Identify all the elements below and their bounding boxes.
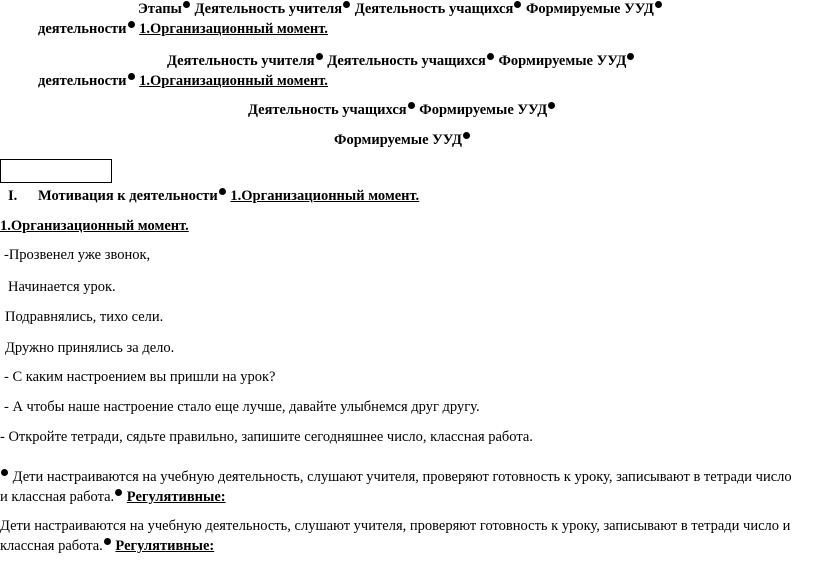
bullet-icon: [463, 132, 470, 139]
teacher-line: - Откройте тетради, сядьте правильно, запишите сегодняшнее число, классная работа.: [0, 429, 533, 445]
bullet-icon: [115, 489, 122, 496]
header-students: Деятельность учащихся: [327, 53, 486, 69]
bullet-icon: [487, 53, 494, 60]
header-uud: Формируемые УУД: [525, 1, 654, 17]
bullet-icon: [627, 53, 634, 60]
uud-label: Регулятивные:: [126, 489, 226, 505]
header-teacher: Деятельность учителя: [167, 53, 315, 69]
header-students: Деятельность учащихся: [354, 1, 514, 17]
bullet-icon: [104, 538, 111, 545]
bullet-icon: [128, 73, 135, 80]
teacher-line: - А чтобы наше настроение стало еще лучше, давайте улыбнемся друг другу.: [4, 399, 480, 415]
header-uud: Формируемые УУД: [334, 132, 462, 148]
stage-motivation: Мотивация к деятельности: [38, 188, 218, 204]
bullet-icon: [183, 1, 190, 8]
bullet-icon: [316, 53, 323, 60]
teacher-line: Подравнялись, тихо сели.: [5, 309, 164, 325]
bullet-icon: [343, 1, 350, 8]
teacher-line: -Прозвенел уже звонок,: [4, 247, 151, 263]
students-text: классная работа.: [0, 538, 103, 554]
header-teacher: Деятельность учителя: [194, 1, 343, 17]
section-heading: 1.Организационный момент.: [0, 218, 189, 234]
header-stages: Этапы: [138, 1, 182, 17]
header-row-4: [334, 131, 471, 149]
bullet-icon: [219, 188, 226, 195]
students-line-cont: [0, 488, 226, 506]
header-row-2-cont: [38, 72, 328, 90]
bullet-icon: [128, 21, 135, 28]
bullet-icon: [548, 102, 555, 109]
header-uud: Формируемые УУД: [498, 53, 627, 69]
students-text: Дети настраиваются на учебную деятельность, слушают учителя, проверяют готовность к уроку, записывают в тетради число: [12, 469, 792, 485]
students-line: Дети настраиваются на учебную деятельность, слушают учителя, проверяют готовность к уроку, записывают в тетради число и: [0, 518, 791, 534]
header-org-moment: 1.Организационный момент.: [139, 73, 328, 89]
header-activity: деятельности: [38, 73, 127, 89]
header-row-3: [248, 101, 556, 119]
header-row-1: [138, 0, 663, 18]
students-line-cont: [0, 537, 214, 555]
teacher-line: Начинается урок.: [8, 279, 116, 295]
students-text: и классная работа.: [0, 489, 115, 505]
teacher-line: Дружно принялись за дело.: [5, 340, 175, 356]
empty-cell-box: [0, 159, 112, 183]
header-row-1-cont: [38, 20, 328, 38]
header-org-moment: 1.Организационный момент.: [139, 21, 328, 37]
bullet-icon: [1, 469, 8, 476]
teacher-line: - С каким настроением вы пришли на урок?: [4, 369, 276, 385]
stage-numeral: I.: [8, 188, 18, 204]
header-uud: Формируемые УУД: [419, 102, 548, 118]
header-row-2: [167, 52, 635, 70]
stage-org-moment: 1.Организационный момент.: [230, 188, 420, 204]
header-activity: деятельности: [38, 21, 127, 37]
bullet-icon: [655, 1, 662, 8]
bullet-icon: [408, 102, 415, 109]
header-students: Деятельность учащихся: [248, 102, 407, 118]
uud-label: Регулятивные:: [115, 538, 215, 554]
students-line: [0, 468, 792, 486]
bullet-icon: [514, 1, 521, 8]
stage-row: [8, 187, 419, 205]
